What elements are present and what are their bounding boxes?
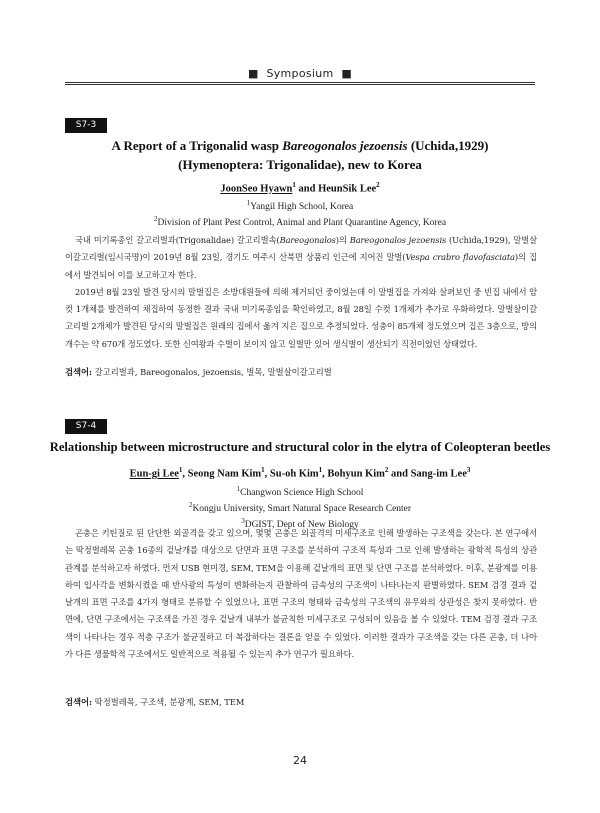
author-separator: , xyxy=(264,468,270,480)
italic-term: Bareogonalos jezoensis xyxy=(349,235,447,245)
authors-s7-4 xyxy=(60,466,540,480)
affiliation-mark: 1 xyxy=(236,485,241,493)
affiliation-text: Division of Plant Pest Control, Animal and Plant Quarantine Agency, Korea xyxy=(157,218,447,229)
authors-s7-3 xyxy=(60,181,540,195)
affiliation-text: Yangil High School, Korea xyxy=(250,202,354,213)
author-separator: , xyxy=(322,468,328,480)
author-separator: , xyxy=(182,468,188,480)
title-text: A Report of a Trigonalid wasp xyxy=(111,138,283,153)
affiliation-text: Changwon Science High School xyxy=(240,488,364,499)
header-square-right-icon: ■ xyxy=(341,67,353,80)
running-header xyxy=(0,67,600,80)
affiliation-mark: 3 xyxy=(241,517,245,526)
abstract-body-s7-4 xyxy=(65,525,537,663)
header-rule-top xyxy=(65,82,535,83)
author-name: Eun-gi Lee xyxy=(129,468,179,480)
affiliation-mark: 2 xyxy=(188,501,193,510)
affiliation-line xyxy=(60,499,540,515)
header-label: Symposium xyxy=(266,67,334,80)
author-name: HeunSik Lee xyxy=(318,183,377,195)
author-affiliation-mark: 2 xyxy=(376,181,380,189)
affiliation-line xyxy=(60,197,540,213)
author-separator: and xyxy=(295,183,319,195)
title-text: (Uchida,1929) xyxy=(407,138,489,153)
affiliation-text: Kongju University, Smart Natural Space Research Center xyxy=(192,504,412,515)
author-affiliation-mark: 1 xyxy=(261,466,265,474)
page-number: 24 xyxy=(293,754,307,767)
abstract-title-s7-4: Relationship between microstructure and structural color in the elytra of Coleopteran beetles xyxy=(49,440,551,454)
affiliation-text: DGIST, Dept of New Biology xyxy=(244,520,359,531)
abstract-paragraph xyxy=(65,232,537,284)
affiliation-line xyxy=(60,213,540,229)
section-tag-s7-4: S7-4 xyxy=(65,419,107,434)
author-affiliation-mark: 3 xyxy=(466,466,471,474)
abstract-paragraph xyxy=(65,525,537,663)
keywords-list: 딱정벌레목, 구조색, 분광계, SEM, TEM xyxy=(92,697,245,707)
author-name: Sang-im Lee xyxy=(410,468,467,480)
text-run: 2019년 8월 23일 발견 당시의 말벌집은 소방대원들에 의해 제거되던 중이었는데 이 말벌집을 가져와 살펴보던 중 빈집 내에서 암컷 1개체를 발견하여 채집하여 동정한 결과 국내 미기록종임을 확인하였고, 8월 28일 수컷 1개체가 추가로 우화하였다. 말벌살이갈고리벌 2개체가 발견된 당시의 말벌집은 원래의 집에서 옮겨 지은 집으로 추정되었다. 성충이 85개체 정도였으며 집은 3층으로, 방의 개수는 약 670개 정도였다. 또한 신여왕과 수벌이 보이지 않고 일벌만 있어 생식벌이 생산되기 직전이었던 상태였다. xyxy=(65,286,537,349)
author-affiliation-mark: 1 xyxy=(292,181,296,189)
author-separator: and xyxy=(388,468,411,480)
section-tag-s7-3: S7-3 xyxy=(65,118,107,133)
text-run: )의 xyxy=(335,235,350,245)
affiliation-mark: 2 xyxy=(153,215,158,224)
title-line-2: (Hymenoptera: Trigonalidae), new to Korea xyxy=(178,157,422,172)
italic-term: Bareogonalos xyxy=(279,235,336,245)
affiliations-s7-3 xyxy=(60,197,540,229)
keywords-s7-4 xyxy=(65,696,537,708)
header-rule-bottom xyxy=(65,84,535,85)
title-line-1 xyxy=(60,136,540,155)
keywords-list: 갈고리벌과, Bareogonalos, jezoensis, 벌목, 말벌살이갈고리벌 xyxy=(92,367,332,377)
affiliation-mark: 1 xyxy=(246,199,251,207)
header-square-left-icon: ■ xyxy=(247,67,259,80)
abstract-body-s7-3 xyxy=(65,232,537,353)
keywords-s7-3 xyxy=(65,366,537,378)
title-species-name: Bareogonalos jezoensis xyxy=(282,138,408,153)
text-run: (Uchida,1929), 말벌살이갈고리벌(임시국명)이 2019년 8월 23일, 경기도 여주시 산북면 상품리 인근에 지어진 말벌( xyxy=(65,235,537,263)
abstract-paragraph xyxy=(65,284,537,353)
affiliation-line xyxy=(60,483,540,499)
keywords-label: 검색어: xyxy=(65,697,93,707)
keywords-label: 검색어: xyxy=(65,367,93,377)
author-name: JoonSeo Hyawn xyxy=(220,183,293,195)
text-run: 국내 미기록종인 갈고리벌과(Trigonalidae) 갈고리벌속( xyxy=(75,235,280,245)
text-run: 곤충은 키틴질로 된 단단한 외골격을 갖고 있으며, 몇몇 곤충은 외골격의 미세구조로 인해 발생하는 구조색을 갖는다. 본 연구에서는 딱정벌레목 곤충 16종의 겉날개를 대상으로 단면과 표면 구조를 분석하여 구조적 특성과 그로 인해 발생하는 광학적 특성의 상관관계를 분석하고자 하였다. 먼저 USB 현미경, SEM, TEM을 이용해 겉날개의 표면 및 단면 구조를 분석하였다. 이후, 분광계를 이용하여 입사각을 변화시켰을 때 반사광의 특성이 변화하는지 관찰하여 금속성의 구조색이 나타나는지 판별하였다. SEM 검경 결과 겉날개의 표면 구조를 4가지 형태로 분류할 수 있었으나, 표면 구조의 형태와 금속성의 구조색의 유무와의 상관성은 찾지 못하였다. 반면에, 단면 구조에서는 구조색을 가진 경우 겉날개 내부가 불균칙한 미세구조로 구성되어 있음을 볼 수 있었다. TEM 검경 결과 구조색이 나타나는 경우 적층 구조가 불균질하고 더 복잡하다는 결론을 얻을 수 있었다. 이러한 결과가 구조색을 갖는 다른 곤충, 더 나아가 다른 생물학적 구조에서도 일반적으로 적용될 수 있는지 추가 연구가 필요하다. xyxy=(65,528,537,660)
text-run: )의 집에서 발견되어 이를 보고하고자 한다. xyxy=(65,252,537,280)
author-affiliation-mark: 1 xyxy=(318,466,323,474)
author-affiliation-mark: 1 xyxy=(178,466,183,474)
italic-term: Vespa crabro flavofasciata xyxy=(405,252,515,263)
author-affiliation-mark: 2 xyxy=(384,466,389,474)
author-name: Su-oh Kim xyxy=(269,468,319,480)
author-name: Seong Nam Kim xyxy=(187,468,262,480)
author-name: Bohyun Kim xyxy=(327,468,385,480)
abstract-title-s7-3 xyxy=(60,136,540,174)
